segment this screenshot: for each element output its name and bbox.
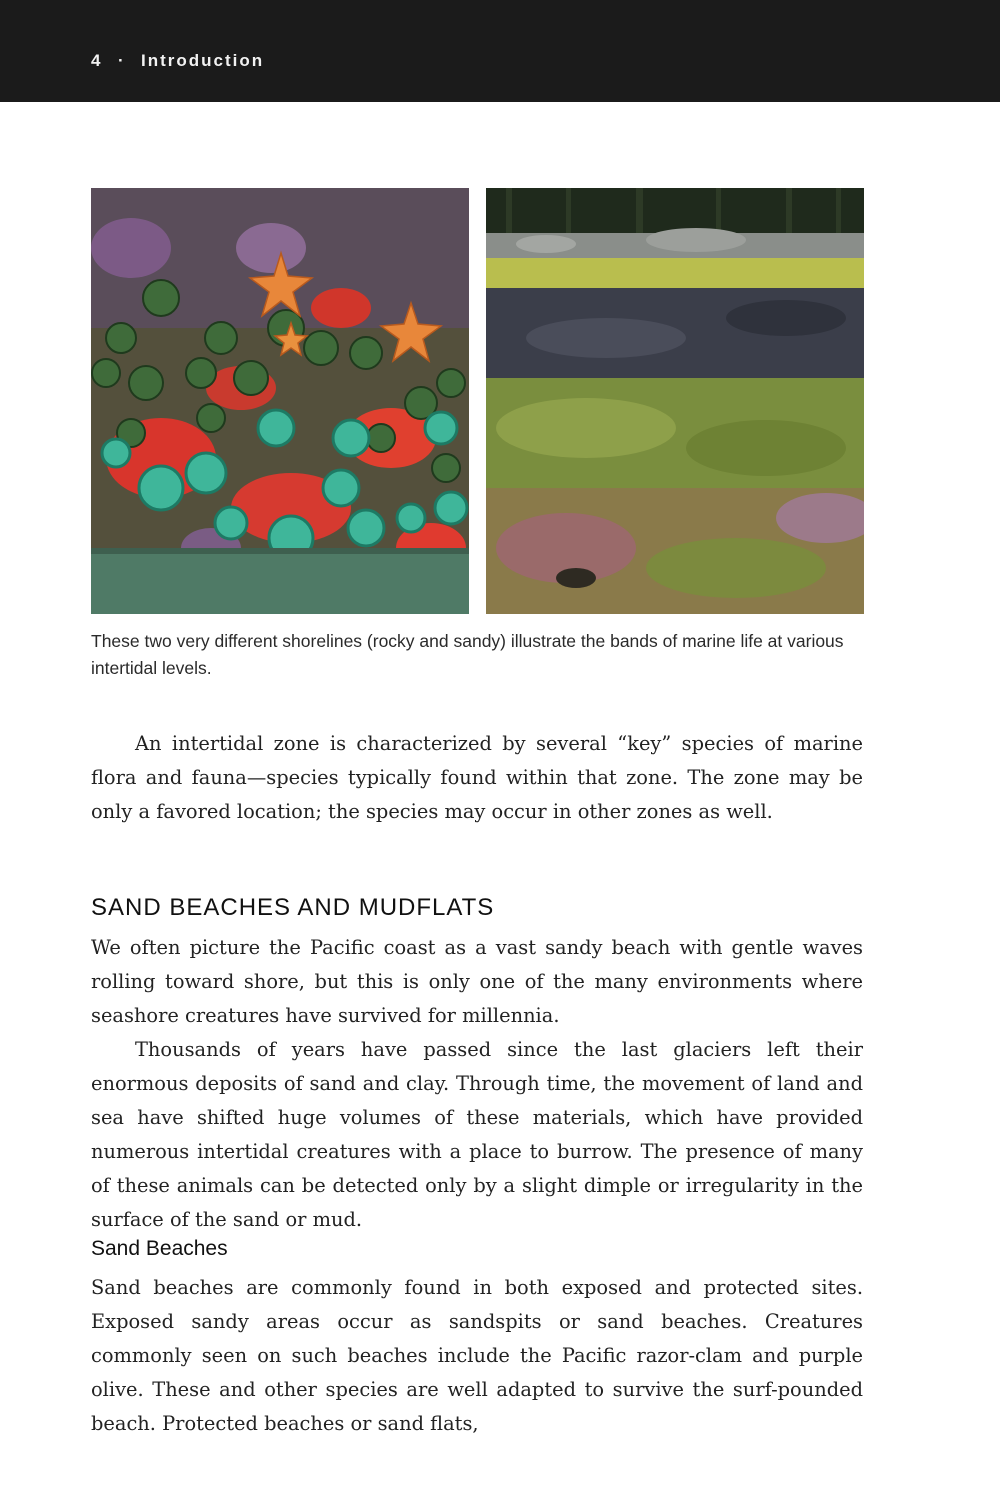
section-paragraph: We often picture the Pacific coast as a vast sandy beach with gentle waves rolling toward shore, but this is only one of the many environments where seashore creatures have survived for millennia. <box>91 936 863 1027</box>
subsection-paragraph: Sand beaches are commonly found in both exposed and protected sites. Exposed sandy areas occur as sandspits or sand beaches. Creatures commonly seen on such beaches include the Pacific razor-clam and purple olive. These and other species are well adapted to survive the surf-pounded beach. Protected beaches or sand flats, <box>91 1276 863 1435</box>
running-title: Introduction <box>141 51 265 70</box>
subsection-heading: Sand Beaches <box>91 1237 228 1260</box>
section-heading: SAND BEACHES AND MUDFLATS <box>91 894 495 921</box>
page-number: 4 <box>91 51 103 70</box>
section-paragraph: Thousands of years have passed since the last glaciers left their enormous deposits of sand and clay. Through time, the movement of land and sea have shifted huge volumes of these materials, which have provided numerous intertidal creatures with a place to burrow. The presence of many of these animals can be detected only by a slight dimple or irregularity in the surface of the sand or mud. <box>91 1038 863 1231</box>
header-separator: · <box>118 51 126 70</box>
running-header <box>0 0 1000 102</box>
sandy-shore-photo <box>486 188 864 614</box>
intro-paragraph: An intertidal zone is characterized by several “key” species of marine flora and fauna—species typically found within that zone. The zone may be only a favored location; the species may occur in other zones as well. <box>91 732 863 823</box>
rocky-shore-photo <box>91 188 469 614</box>
figure-caption: These two very different shorelines (rocky and sandy) illustrate the bands of marine life at various intertidal levels. <box>91 631 844 678</box>
